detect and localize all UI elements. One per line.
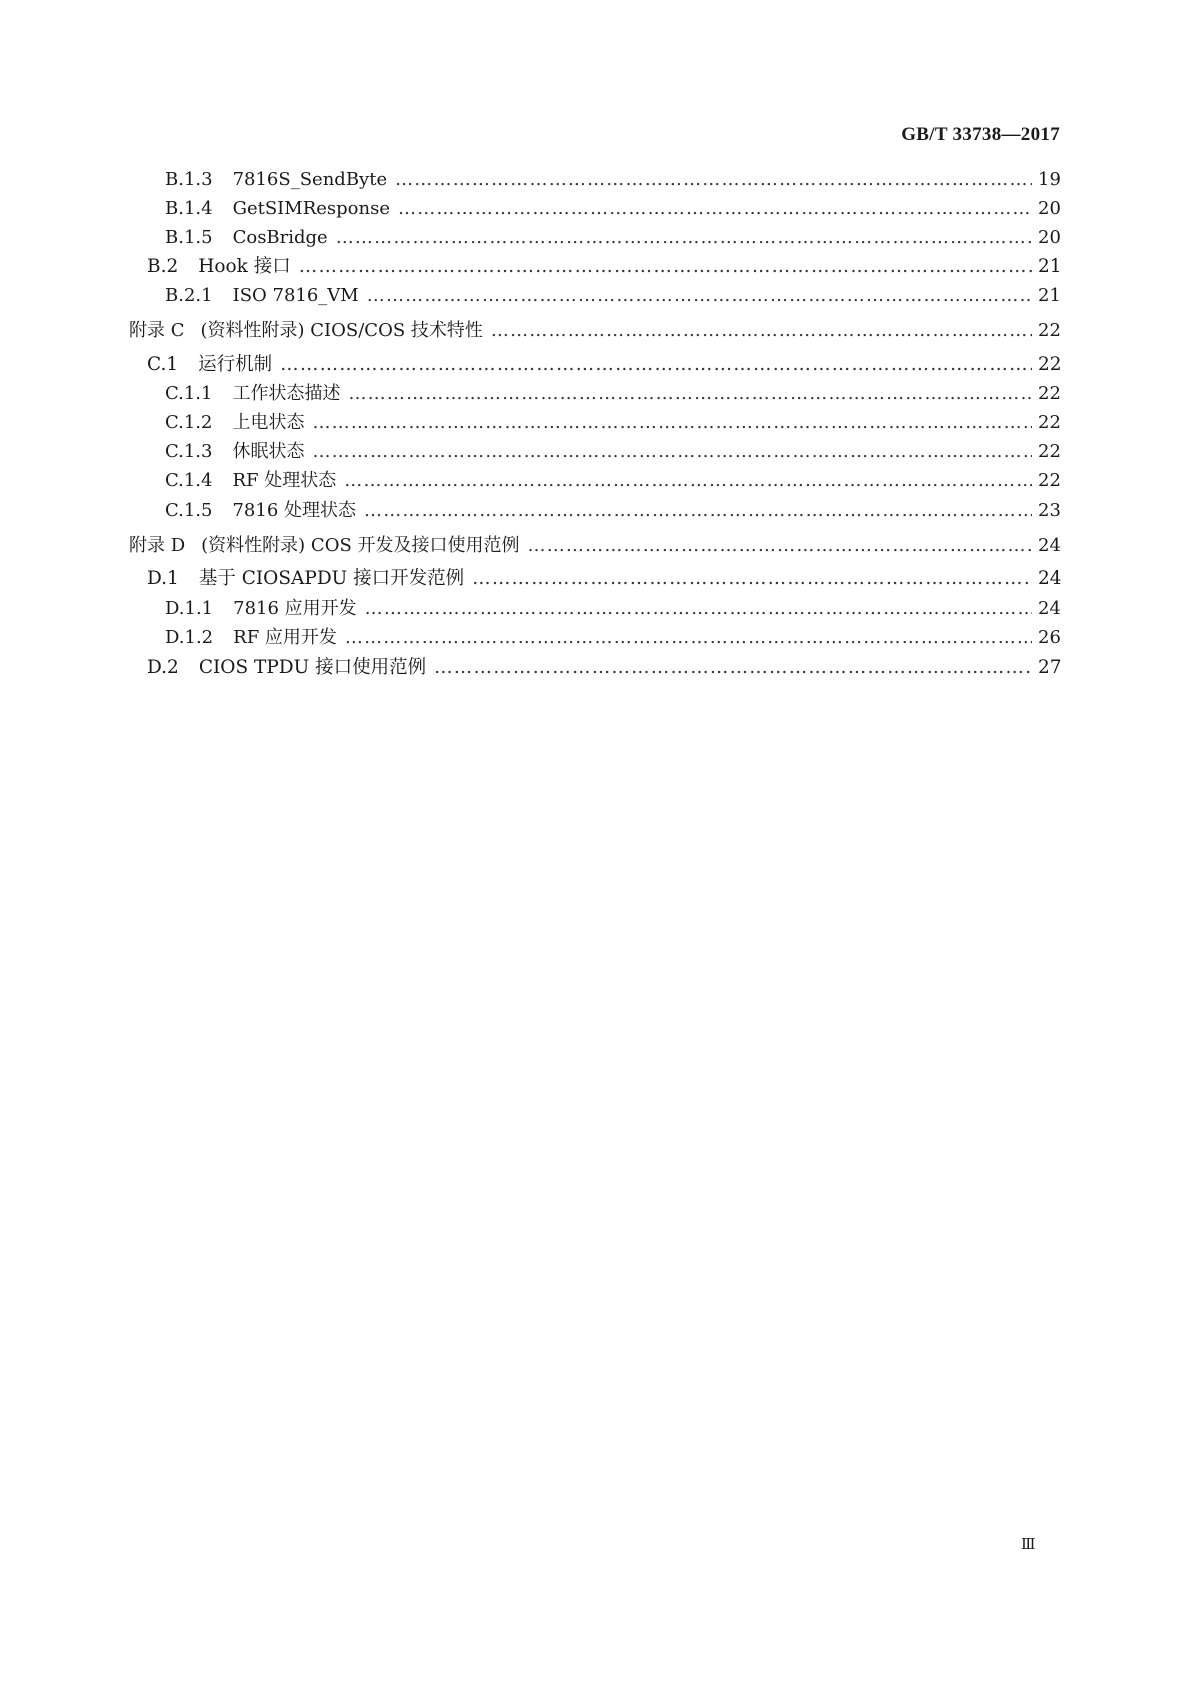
toc-entry-number: B.1.5	[165, 227, 213, 248]
toc-entry-page: 22	[1038, 320, 1061, 341]
toc-entry-title: RF 应用开发	[233, 627, 337, 648]
toc-leader-dots	[367, 285, 1032, 307]
toc-entry-title: GetSIMResponse	[232, 198, 390, 219]
toc-entry-page: 21	[1038, 285, 1061, 306]
toc-entry-number: C.1.2	[165, 412, 213, 433]
toc-entry-number: D.1.1	[165, 598, 214, 619]
toc-entry-number: D.1.2	[165, 627, 214, 648]
toc-entry-title: (资料性附录) CIOS/COS 技术特性	[200, 320, 483, 341]
toc-entry-number: D.1	[147, 568, 179, 589]
toc-entry-b-1-4[interactable]	[165, 198, 1060, 220]
toc-leader-dots	[472, 568, 1032, 590]
toc-entry-page: 26	[1038, 627, 1061, 648]
toc-entry-page: 20	[1038, 227, 1061, 248]
toc-leader-dots	[491, 320, 1032, 342]
toc-entry-c-1[interactable]	[147, 354, 1060, 376]
toc-entry-number: C.1.1	[165, 383, 213, 404]
toc-entry-number: B.1.3	[165, 169, 213, 190]
toc-entry-title: 上电状态	[232, 412, 305, 433]
toc-entry-b-1-5[interactable]	[165, 227, 1060, 249]
toc-entry-number: C.1.3	[165, 441, 213, 462]
toc-entry-page: 23	[1038, 500, 1061, 521]
toc-entry-number: D.2	[147, 657, 179, 678]
toc-leader-dots	[299, 256, 1032, 278]
page-number: Ⅲ	[1021, 1535, 1035, 1553]
toc-entry-page: 20	[1038, 198, 1061, 219]
toc-entry-page: 19	[1038, 169, 1061, 190]
toc-entry-number: B.2	[147, 256, 179, 277]
toc-entry-d-1[interactable]	[147, 568, 1060, 590]
toc-leader-dots	[312, 441, 1032, 463]
toc-entry-c-1-5[interactable]	[165, 500, 1060, 522]
toc-entry-title: ISO 7816_VM	[232, 285, 359, 306]
toc-entry-appendix-d[interactable]	[129, 535, 1060, 557]
toc-entry-page: 22	[1038, 441, 1061, 462]
toc-entry-c-1-2[interactable]	[165, 412, 1060, 434]
toc-entry-page: 22	[1038, 354, 1062, 375]
toc-entry-d-2[interactable]	[147, 657, 1060, 679]
toc-leader-dots	[434, 657, 1032, 679]
toc-entry-title: CIOS TPDU 接口使用范例	[198, 657, 427, 678]
toc-entry-number: C.1.5	[165, 500, 213, 521]
toc-entry-b-2-1[interactable]	[165, 285, 1060, 307]
toc-entry-title: 休眠状态	[232, 441, 305, 462]
toc-entry-title: 7816 应用开发	[233, 598, 357, 619]
toc-entry-b-2[interactable]	[147, 256, 1060, 278]
toc-leader-dots	[344, 470, 1032, 492]
toc-leader-dots	[348, 383, 1032, 405]
toc-leader-dots	[312, 412, 1032, 434]
toc-entry-page: 27	[1038, 657, 1062, 678]
toc-entry-title: 7816 处理状态	[232, 500, 357, 521]
toc-leader-dots	[395, 169, 1032, 191]
toc-entry-title: RF 处理状态	[232, 470, 337, 491]
toc-entry-c-1-3[interactable]	[165, 441, 1060, 463]
toc-entry-page: 24	[1038, 598, 1061, 619]
toc-entry-number: C.1	[147, 354, 179, 375]
toc-entry-d-1-2[interactable]	[165, 627, 1060, 649]
toc-entry-page: 24	[1038, 568, 1062, 589]
toc-entry-appendix-c[interactable]	[129, 320, 1060, 342]
toc-entry-title: 基于 CIOSAPDU 接口开发范例	[198, 568, 465, 589]
toc-entry-title: (资料性附录) COS 开发及接口使用范例	[201, 535, 520, 556]
toc-entry-b-1-3[interactable]	[165, 169, 1060, 191]
toc-entry-title: Hook 接口	[198, 256, 291, 277]
toc-entry-page: 22	[1038, 383, 1061, 404]
toc-entry-title: 7816S_SendByte	[232, 169, 388, 190]
toc-entry-title: 工作状态描述	[232, 383, 341, 404]
toc-entry-page: 22	[1038, 470, 1061, 491]
toc-entry-number: B.2.1	[165, 285, 213, 306]
toc-entry-number: B.1.4	[165, 198, 213, 219]
toc-leader-dots	[364, 500, 1032, 522]
toc-entry-title: CosBridge	[232, 227, 328, 248]
toc-leader-dots	[365, 598, 1032, 620]
toc-entry-number: 附录 C	[129, 320, 185, 341]
toc-entry-d-1-1[interactable]	[165, 598, 1060, 620]
toc-leader-dots	[345, 627, 1032, 649]
toc-leader-dots	[336, 227, 1032, 249]
document-id: GB/T 33738—2017	[901, 124, 1060, 145]
toc-entry-number: 附录 D	[129, 535, 186, 556]
toc-entry-number: C.1.4	[165, 470, 213, 491]
toc-entry-page: 22	[1038, 412, 1061, 433]
toc-entry-c-1-1[interactable]	[165, 383, 1060, 405]
toc-entry-page: 24	[1038, 535, 1061, 556]
toc-entry-c-1-4[interactable]	[165, 470, 1060, 492]
toc-leader-dots	[528, 535, 1032, 557]
toc-leader-dots	[280, 354, 1032, 376]
toc-entry-title: 运行机制	[198, 354, 273, 375]
toc-entry-page: 21	[1038, 256, 1062, 277]
toc-leader-dots	[398, 198, 1032, 220]
